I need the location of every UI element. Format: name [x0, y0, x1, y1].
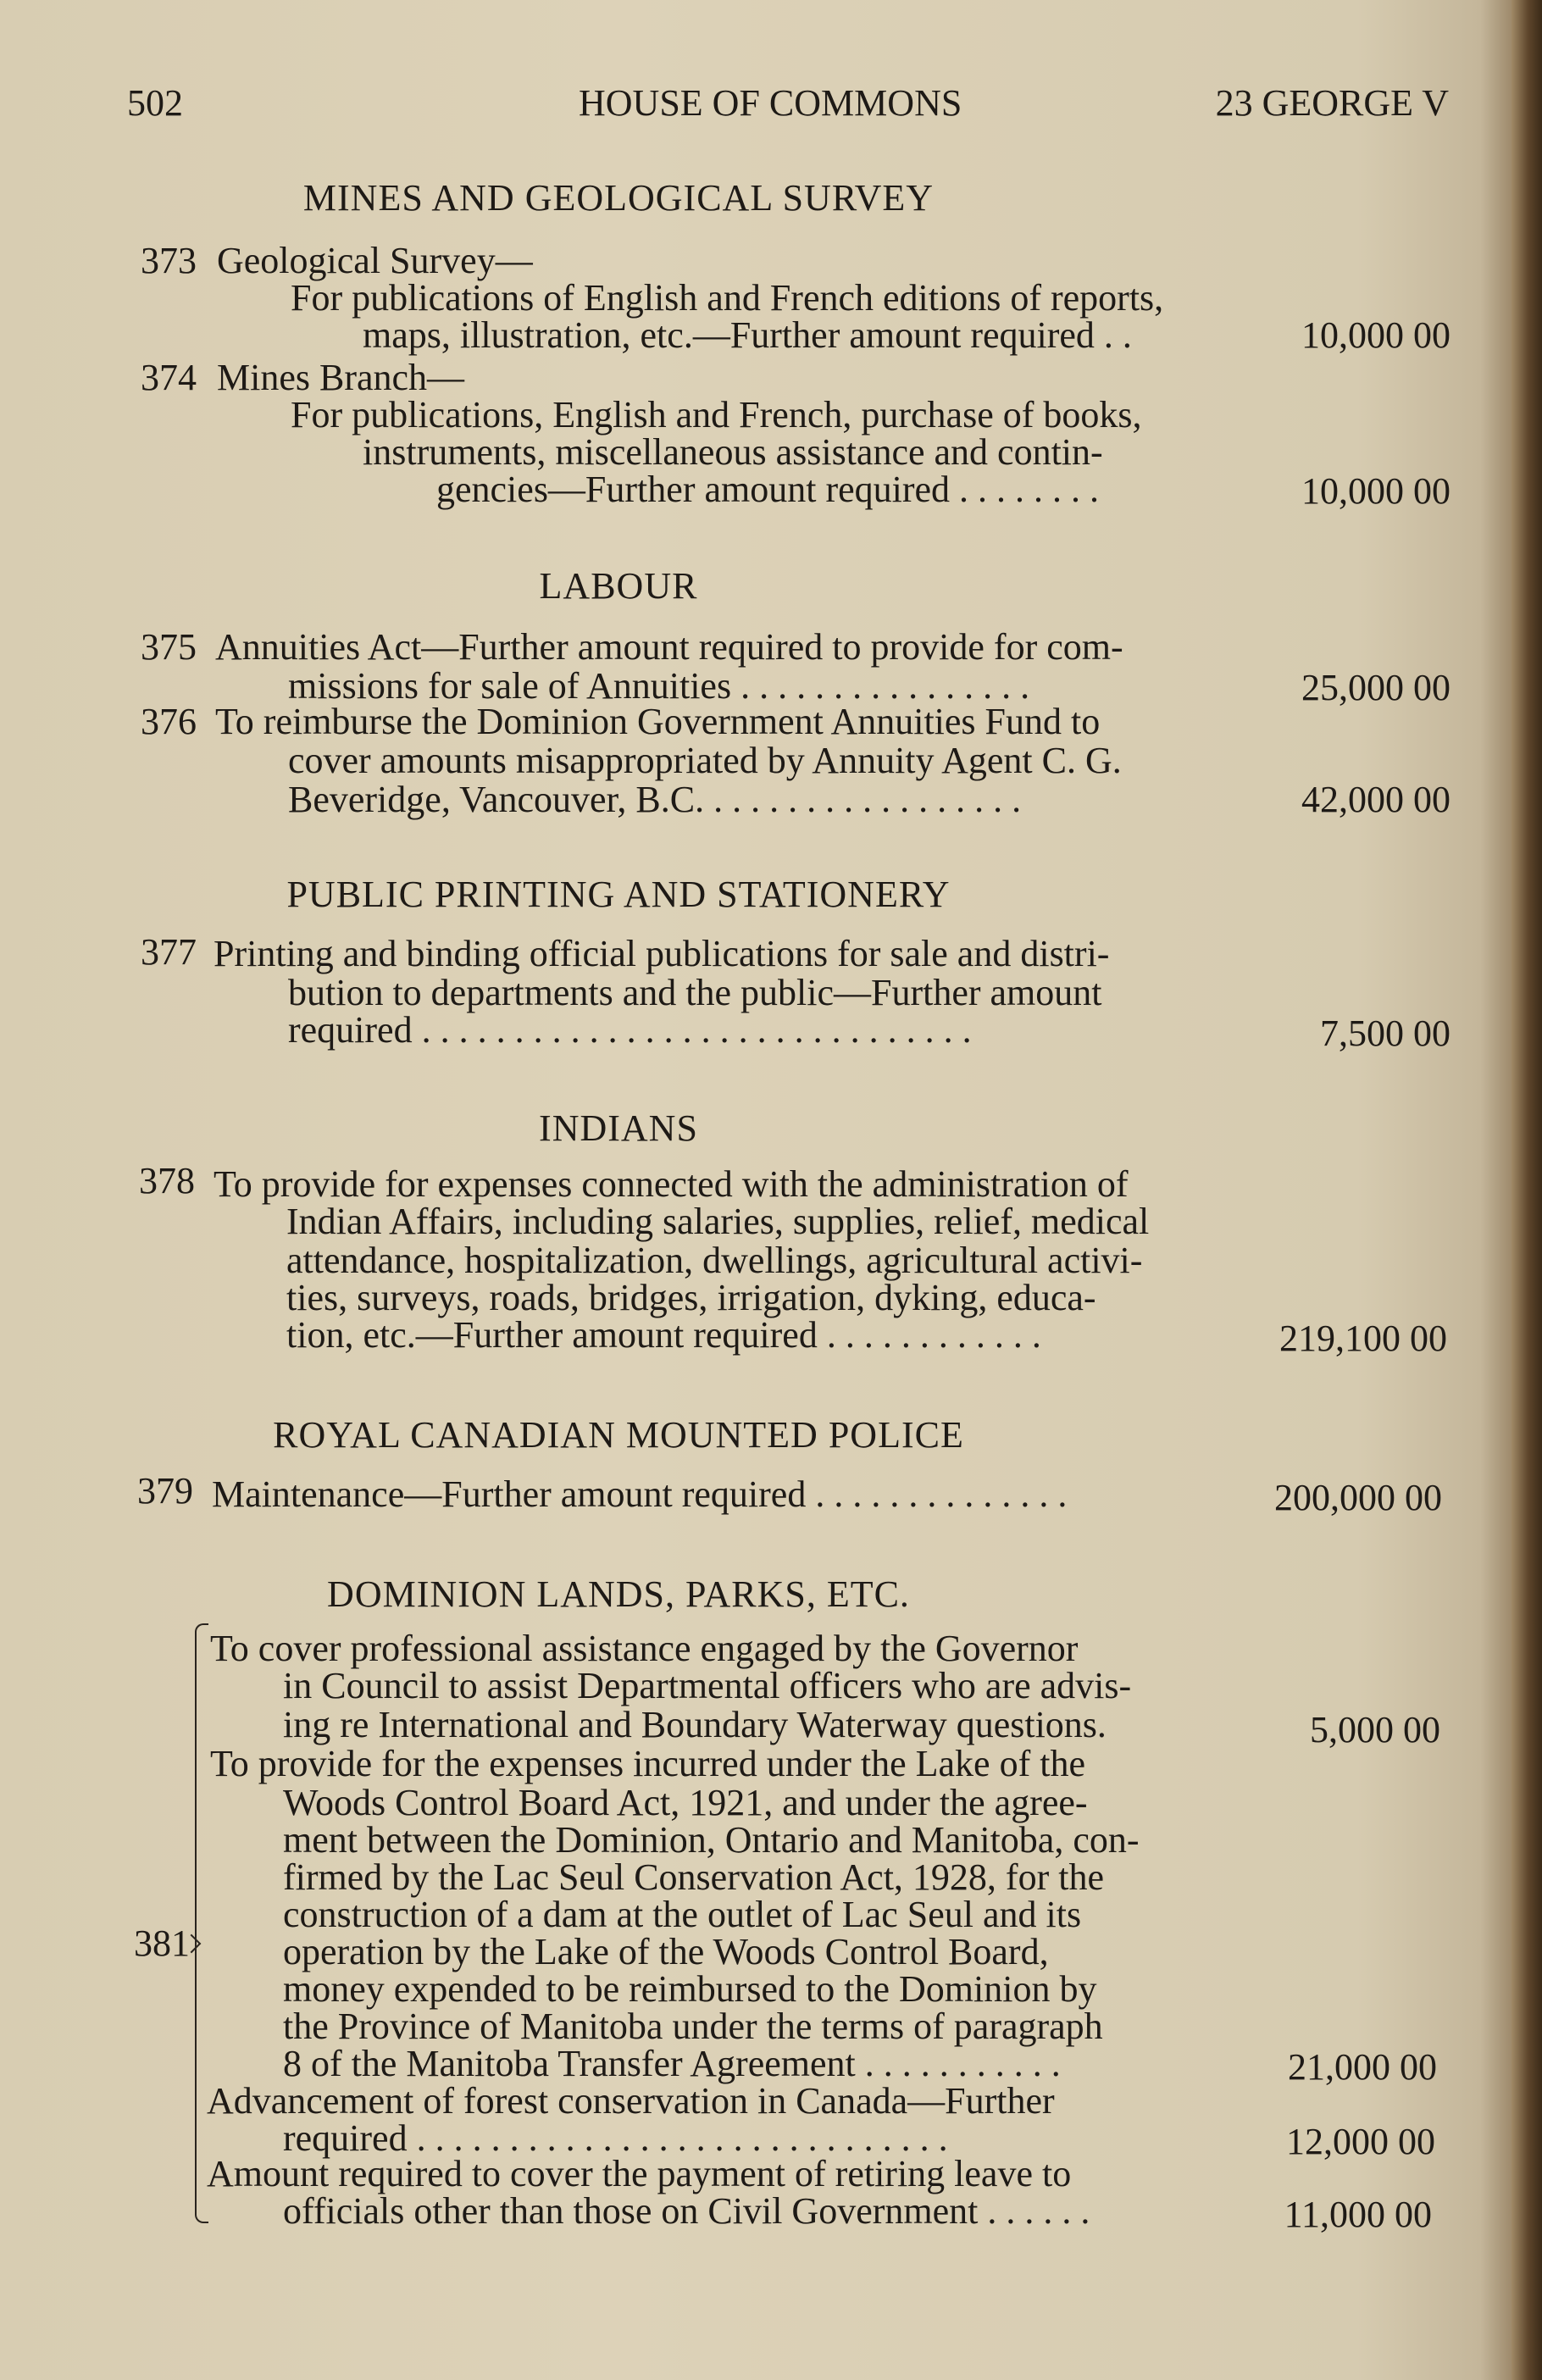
item-381b-line: money expended to be reimbursed to the Dominion by — [283, 1968, 1097, 2010]
item-377-line: required . . . . . . . . . . . . . . . . . . . . . . . . . . . . . . — [288, 1009, 972, 1051]
item-377-line: bution to departments and the public—Further amount — [288, 972, 1102, 1013]
item-378-line: attendance, hospitalization, dwellings, agricultural activi- — [286, 1240, 1143, 1281]
item-381d-amount: 11,000 00 — [1284, 2194, 1432, 2235]
item-number-375: 375 — [141, 626, 197, 668]
item-379-line: Maintenance—Further amount required . . . . . . . . . . . . . . — [212, 1473, 1068, 1515]
section-title-mines: MINES AND GEOLOGICAL SURVEY — [302, 177, 935, 219]
item-381b-line: To provide for the expenses incurred under the Lake of the — [210, 1743, 1085, 1784]
item-379-amount: 200,000 00 — [1274, 1477, 1442, 1518]
item-381a-amount: 5,000 00 — [1310, 1709, 1440, 1750]
item-381b-line: firmed by the Lac Seul Conservation Act, 1928, for the — [283, 1856, 1104, 1898]
item-374-line: For publications, English and French, purchase of books, — [291, 394, 1142, 436]
item-377-line: Printing and binding official publications for sale and distri- — [214, 933, 1110, 974]
section-title-printing: PUBLIC PRINTING AND STATIONERY — [286, 874, 951, 915]
section-title-lands: DOMINION LANDS, PARKS, ETC. — [327, 1573, 910, 1615]
item-378-line: tion, etc.—Further amount required . . . . . . . . . . . . — [286, 1314, 1041, 1356]
item-381c-line: Advancement of forest conservation in Canada—Further — [207, 2080, 1055, 2122]
item-381c-amount: 12,000 00 — [1286, 2121, 1435, 2162]
item-number-373: 373 — [141, 240, 197, 281]
item-381d-line: officials other than those on Civil Government . . . . . . — [283, 2190, 1090, 2232]
item-373-line: Geological Survey— — [217, 240, 533, 281]
item-373-line: maps, illustration, etc.—Further amount required . . — [363, 314, 1132, 356]
item-375-line: missions for sale of Annuities . . . . . . . . . . . . . . . . — [288, 665, 1030, 707]
item-374-amount: 10,000 00 — [1301, 470, 1450, 512]
item-377-amount: 7,500 00 — [1320, 1012, 1450, 1054]
item-373-line: For publications of English and French editions of reports, — [291, 277, 1164, 319]
item-381b-line: the Province of Manitoba under the terms of paragraph — [283, 2006, 1103, 2047]
item-381a-line: To cover professional assistance engaged by the Governor — [210, 1628, 1079, 1669]
item-381d-line: Amount required to cover the payment of retiring leave to — [207, 2153, 1072, 2194]
item-number-379: 379 — [137, 1470, 193, 1512]
item-374-line: Mines Branch— — [217, 357, 465, 398]
section-title-labour: LABOUR — [539, 565, 698, 607]
regnal-year: 23 GEORGE V — [1215, 82, 1449, 124]
item-381a-line: ing re International and Boundary Waterway questions. — [283, 1704, 1107, 1745]
item-381b-line: operation by the Lake of the Woods Control Board, — [283, 1931, 1049, 1972]
item-378-line: Indian Affairs, including salaries, supplies, relief, medical — [286, 1201, 1150, 1242]
item-381b-line: construction of a dam at the outlet of Lac Seul and its — [283, 1894, 1082, 1935]
item-number-374: 374 — [141, 357, 197, 398]
item-381b-line: Woods Control Board Act, 1921, and under the agree- — [283, 1782, 1088, 1823]
running-title: HOUSE OF COMMONS — [579, 82, 962, 124]
item-373-amount: 10,000 00 — [1301, 314, 1450, 356]
item-381c-line: required . . . . . . . . . . . . . . . . . . . . . . . . . . . . . — [283, 2117, 948, 2159]
item-378-amount: 219,100 00 — [1279, 1318, 1447, 1359]
item-381-brace — [195, 1623, 208, 2223]
item-376-line: cover amounts misappropriated by Annuity Agent C. G. — [288, 740, 1122, 781]
item-374-line: gencies—Further amount required . . . . . . . . — [436, 469, 1100, 510]
item-375-amount: 25,000 00 — [1301, 667, 1450, 708]
item-381a-line: in Council to assist Departmental officers who are advis- — [283, 1665, 1132, 1706]
section-title-indians: INDIANS — [539, 1107, 698, 1149]
item-number-376: 376 — [141, 701, 197, 742]
item-381b-amount: 21,000 00 — [1288, 2046, 1437, 2088]
item-375-line: Annuities Act—Further amount required to provide for com- — [215, 626, 1123, 668]
item-381b-line: ment between the Dominion, Ontario and Manitoba, con- — [283, 1819, 1140, 1861]
section-title-rcmp: ROYAL CANADIAN MOUNTED POLICE — [273, 1414, 964, 1456]
page-number: 502 — [127, 82, 183, 124]
item-number-381: 381 — [134, 1922, 190, 1964]
item-376-line: Beveridge, Vancouver, B.C. . . . . . . . . . . . . . . . . . — [288, 779, 1022, 820]
item-378-line: To provide for expenses connected with the administration of — [214, 1163, 1129, 1205]
item-374-line: instruments, miscellaneous assistance and contin- — [363, 431, 1103, 473]
item-381b-line: 8 of the Manitoba Transfer Agreement . . . . . . . . . . . — [283, 2043, 1061, 2084]
item-376-line: To reimburse the Dominion Government Annuities Fund to — [215, 701, 1101, 742]
book-spine-shadow — [1511, 0, 1542, 2380]
item-376-amount: 42,000 00 — [1301, 779, 1450, 820]
item-number-378: 378 — [139, 1160, 195, 1201]
item-number-377: 377 — [141, 931, 197, 973]
item-378-line: ties, surveys, roads, bridges, irrigation, dyking, educa- — [286, 1277, 1096, 1318]
